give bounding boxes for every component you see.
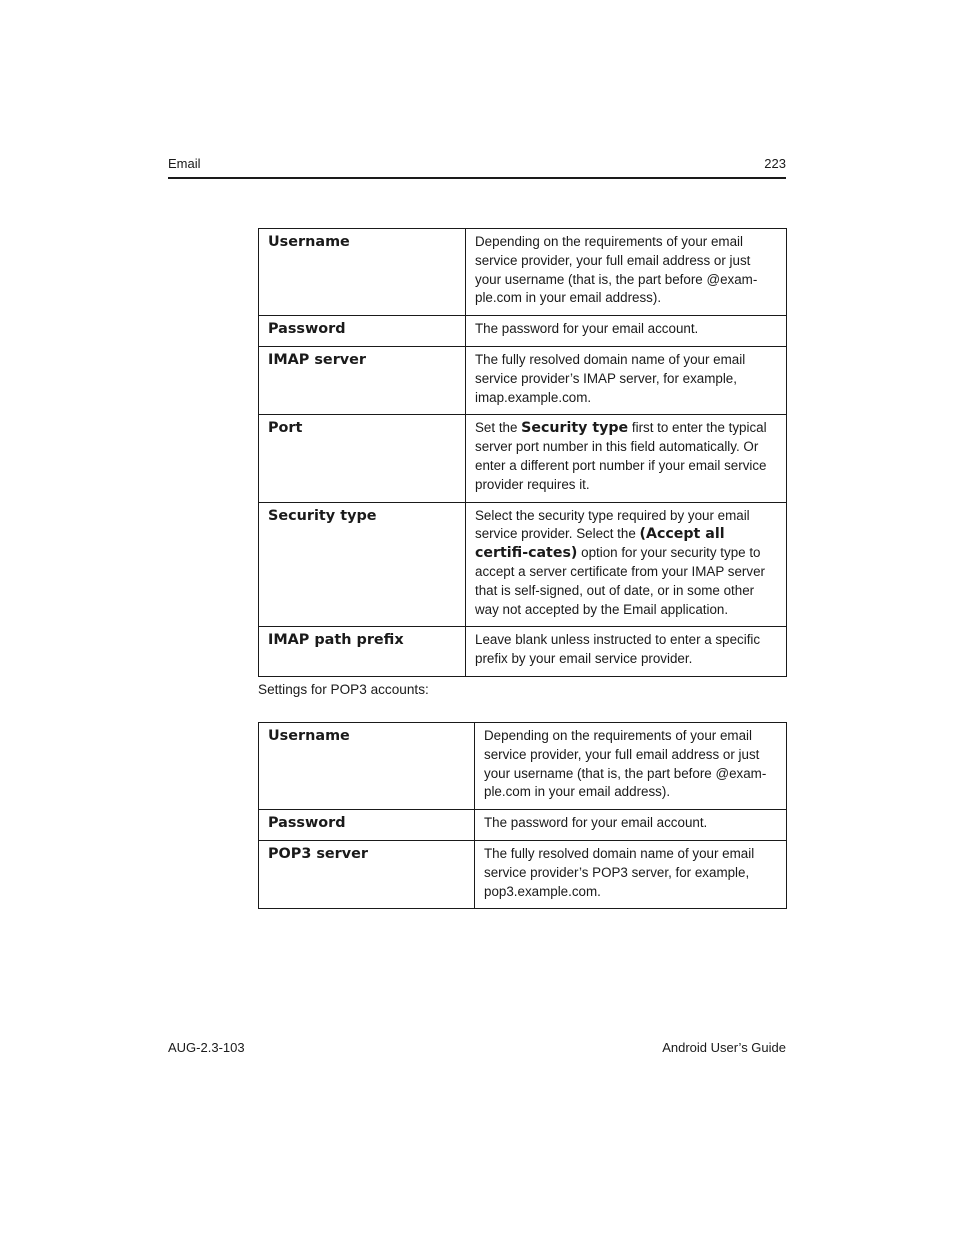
description-text: Depending on the requirements of your email service provider, your full email address or just your username (that is, the part before @exam-ple.com in your email address). [475,234,758,306]
table-row [259,346,787,414]
setting-description [466,627,787,677]
section-title: Email [168,156,201,171]
description-text: option for your security type to accept a server certificate from your IMAP server that is self-signed, out of date, or in some other way not accepted by the Email application. [475,545,765,617]
pop3-settings-table [258,722,787,909]
table-row [259,415,787,502]
document-id: AUG-2.3-103 [168,1040,245,1055]
setting-name: IMAP path prefix [259,627,466,677]
imap-settings-body [259,229,787,677]
setting-description [466,502,787,627]
description-text: The password for your email account. [475,321,699,337]
description-text: Depending on the requirements of your email service provider, your full email address or just your username (that is, the part before @exam-ple.com in your email address). [484,728,767,800]
setting-name: Security type [259,502,466,627]
emphasized-term: (Accept all certifi-cates) [475,526,725,562]
description-text: The fully resolved domain name of your email service provider’s POP3 server, for example, pop3.example.com. [484,845,755,899]
table-row [259,627,787,677]
setting-name: POP3 server [259,840,475,908]
table-row [259,840,787,908]
description-text: Set the [475,420,522,436]
description-text: Select the security type required by your email service provider. Select the [475,507,750,542]
emphasized-term: Security type [521,420,629,437]
pop3-settings-body [259,723,787,909]
setting-description [475,723,787,810]
page-number: 223 [764,156,786,171]
pop3-caption: Settings for POP3 accounts: [258,682,429,697]
setting-description [475,810,787,841]
setting-name: Password [259,316,466,347]
setting-name: Password [259,810,475,841]
description-text: first to enter the typical server port number in this field automatically. Or enter a different port number if your email service provider requires it. [475,420,767,492]
guide-title: Android User’s Guide [662,1040,786,1055]
setting-name: Username [259,229,466,316]
description-text: Leave blank unless instructed to enter a specific prefix by your email service provider. [475,632,761,667]
table-row [259,723,787,810]
running-header [168,155,786,179]
setting-description [466,316,787,347]
table-row [259,229,787,316]
setting-description [475,840,787,908]
description-text: The password for your email account. [484,815,708,831]
setting-name: Port [259,415,466,502]
table-row [259,810,787,841]
setting-name: IMAP server [259,346,466,414]
table-row [259,316,787,347]
table-row [259,502,787,627]
description-text: The fully resolved domain name of your email service provider’s IMAP server, for example, imap.example.com. [475,351,746,405]
setting-description [466,229,787,316]
setting-description [466,415,787,502]
imap-settings-table [258,228,787,677]
setting-name: Username [259,723,475,810]
setting-description [466,346,787,414]
